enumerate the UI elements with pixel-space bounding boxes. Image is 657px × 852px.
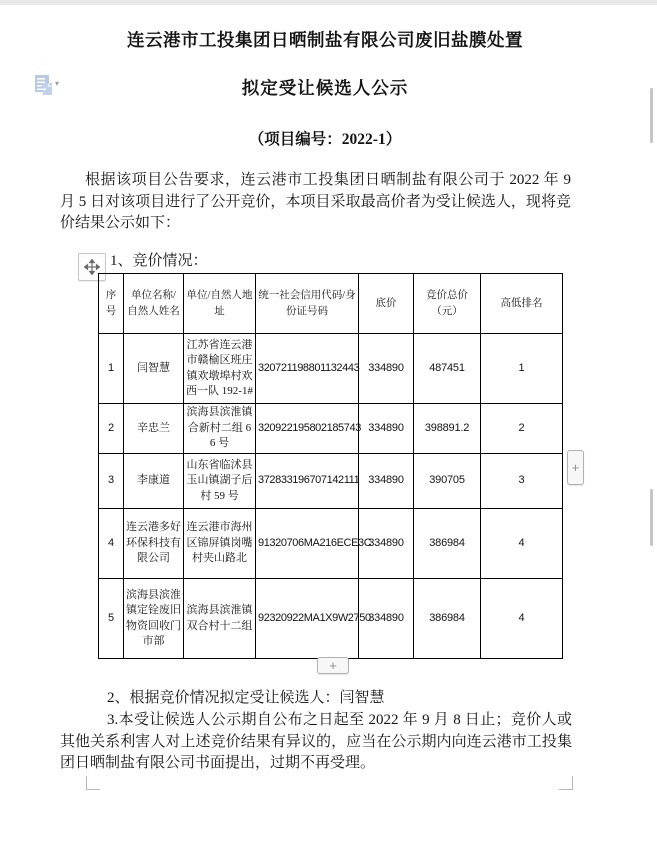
header-rank: 高低排名	[481, 274, 563, 334]
insert-column-button[interactable]	[567, 450, 584, 485]
cell-bid-total: 487451	[414, 334, 481, 404]
cell-address: 滨海县滨淮镇合新村二组 66 号	[184, 404, 256, 454]
section2-text: 2、根据竞价情况拟定受让候选人：闫智慧	[107, 690, 385, 706]
header-name: 单位名称/自然人姓名	[124, 274, 184, 334]
scrollbar-mark-top[interactable]	[650, 88, 653, 143]
cell-address: 山东省临沭县玉山镇湖子后村 59 号	[184, 454, 256, 509]
cell-base-price: 334890	[359, 404, 414, 454]
cell-name: 闫智慧	[124, 334, 184, 404]
doc-project-number: （项目编号：2022-1）	[248, 131, 402, 148]
header-base-price: 底价	[359, 274, 414, 334]
chevron-down-icon: ▾	[55, 79, 60, 88]
table-header-row	[99, 274, 563, 334]
header-seq: 序号	[99, 274, 124, 334]
cell-rank: 4	[481, 579, 563, 659]
cell-credit-code: 372833196707142111	[256, 454, 359, 509]
cell-seq: 3	[99, 454, 124, 509]
cell-base-price: 334890	[359, 509, 414, 579]
cell-name: 李康道	[124, 454, 184, 509]
cell-credit-code: 320922195802185743	[256, 404, 359, 454]
cell-bid-total: 386984	[414, 509, 481, 579]
cell-name: 连云港多好环保科技有限公司	[124, 509, 184, 579]
cell-bid-total: 398891.2	[414, 404, 481, 454]
cell-address: 江苏省连云港市赣榆区班庄镇欢墩埠村欢西一队 192-1#	[184, 334, 256, 404]
table-row	[99, 334, 563, 404]
margin-mark-bottom-right	[559, 776, 573, 790]
cell-credit-code: 91320706MA216ECE3C	[256, 509, 359, 579]
cell-credit-code: 320721198801132443	[256, 334, 359, 404]
header-bid-total: 竞价总价（元）	[414, 274, 481, 334]
cell-base-price: 334890	[359, 579, 414, 659]
doc-title-line2: 拟定受让候选人公示	[241, 78, 409, 98]
margin-mark-bottom-left	[86, 776, 100, 790]
cell-bid-total: 386984	[414, 579, 481, 659]
insert-row-button[interactable]	[317, 657, 349, 674]
cell-credit-code: 92320922MA1X9W2750	[256, 579, 359, 659]
cell-base-price: 334890	[359, 454, 414, 509]
cell-address: 连云港市海州区锦屏镇岗嘴村夹山路北	[184, 509, 256, 579]
bid-results-table	[98, 273, 563, 659]
cell-address: 滨海县滨淮镇双合村十二组	[184, 579, 256, 659]
header-address: 单位/自然人地址	[184, 274, 256, 334]
intro-paragraph: 根据该项目公告要求，连云港市工投集团日晒制盐有限公司于 2022 年 9 月 5 日对该项目进行了公开竞价，本项目采取最高价者为受让候选人，现将竞价结果公示如下：	[60, 172, 571, 231]
table-row	[99, 404, 563, 454]
cell-rank: 2	[481, 404, 563, 454]
cell-name: 滨海县滨淮镇定铨废旧物资回收门市部	[124, 579, 184, 659]
table-row	[99, 454, 563, 509]
doc-title-line1: 连云港市工投集团日晒制盐有限公司废旧盐膜处置	[127, 30, 523, 50]
header-credit-code: 统一社会信用代码/身份证号码	[256, 274, 359, 334]
section1-heading: 1、竞价情况：	[110, 253, 208, 269]
cell-seq: 1	[99, 334, 124, 404]
cell-rank: 1	[481, 334, 563, 404]
cell-seq: 4	[99, 509, 124, 579]
cell-rank: 3	[481, 454, 563, 509]
cell-rank: 4	[481, 509, 563, 579]
plus-icon: +	[571, 460, 580, 475]
cell-bid-total: 390705	[414, 454, 481, 509]
table-row	[99, 509, 563, 579]
cell-seq: 5	[99, 579, 124, 659]
scrollbar-mark-middle[interactable]	[650, 489, 653, 546]
plus-icon: +	[329, 658, 337, 673]
section3-text: 3.本受让候选人公示期自公布之日起至 2022 年 9 月 8 日止；竞价人或其他关系利害人对上述竞价结果有异议的，应当在公示期内向连云港市工投集团日晒制盐有限公司书面提出，过期不再受理。	[60, 712, 572, 772]
cell-seq: 2	[99, 404, 124, 454]
table-row	[99, 579, 563, 659]
cell-name: 辛忠兰	[124, 404, 184, 454]
window-top-edge	[0, 0, 657, 5]
cell-base-price: 334890	[359, 334, 414, 404]
